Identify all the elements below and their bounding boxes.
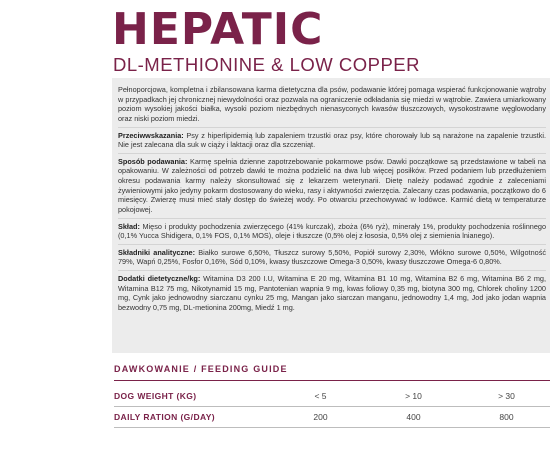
composition-heading: Skład: bbox=[118, 221, 140, 231]
composition-paragraph bbox=[118, 222, 546, 245]
feeding-guide-table bbox=[114, 386, 550, 428]
weight-cell: > 30 bbox=[498, 391, 515, 401]
analytical-paragraph bbox=[118, 248, 546, 271]
intro-text: Pełnoporcjowa, kompletna i zbilansowana karma dietetyczna dla psów, podawanie której pomaga wspierać funkcjonowanie wątroby w przypadkach jej chronicznej niewydolności oraz pozwala na ograniczenie odkładania się miedzi w wątrobie. Zawiera umiarkowany poziom wysokiej jakości białka, wysoki poziom niezbędnych nienasyconych kwasów tłuszczowych, wysokostrawne węglowodany oraz niski poziom miedzi. bbox=[118, 85, 546, 123]
analytical-heading: Składniki analityczne: bbox=[118, 247, 196, 257]
description-panel bbox=[112, 78, 550, 353]
label-sheet bbox=[52, 0, 546, 450]
contraindications-text: Psy z hiperlipidemią lub zapaleniem trzustki oraz psy, które chorowały lub są narażone na zapalenie trzustki. Nie jest zalecana dla suk w ciąży i laktacji oraz dla szczeniąt. bbox=[118, 130, 546, 150]
composition-text: Mięso i produkty pochodzenia zwierzęcego (41% kurczak), zboża (6% ryż), minerały 1%, produkty pochodzenia roślinnego (0,1% Yucca Shidigera, 0,1% FOS, 0,1% MOS), oleje i tłuszcze (0,5% olej z łososia, 0,5% olej z siemienia lnianego). bbox=[118, 221, 546, 241]
feeding-guide-divider bbox=[114, 380, 550, 381]
weight-row-label: DOG WEIGHT (KG) bbox=[114, 391, 197, 401]
contraindications-heading: Przeciwwskazania: bbox=[118, 130, 184, 140]
product-subtitle: DL-METHIONINE & LOW COPPER bbox=[113, 54, 420, 75]
analytical-text: Białko surowe 6,50%, Tłuszcz surowy 5,50%, Popiół surowy 2,30%, Włókno surowe 0,50%, Wilgotność 79%, Wapń 0,25%, Fosfor 0,16%, Sód 0,10%, kwasy tłuszczowe Omega-3 0,50%, kwasy tłuszczowe Omega-6 0,80%. bbox=[118, 247, 546, 267]
additives-heading: Dodatki dietetyczne/kg: bbox=[118, 274, 201, 283]
ration-cell: 800 bbox=[499, 412, 514, 422]
dosage-paragraph bbox=[118, 157, 546, 219]
product-title: HEPATIC bbox=[112, 4, 324, 55]
additives-paragraph bbox=[118, 274, 546, 316]
weight-cell: < 5 bbox=[314, 391, 327, 401]
feeding-guide-title: DAWKOWANIE / FEEDING GUIDE bbox=[114, 364, 288, 374]
ration-row-label: DAILY RATION (G/DAY) bbox=[114, 412, 216, 422]
additives-text: Witamina D3 200 I.U, Witamina E 20 mg, Witamina B1 10 mg, Witamina B2 6 mg, Witamina B6 2 mg, Witamina B12 75 mg, Nikotynamid 15 mg, Pantotenian wapnia 9 mg, kwas foliowy 0,35 mg, biotyna 300 mg, Chlorek choliny 1200 mg, Cynk jako jednowodny siarczanu cynku 25 mg, Mangan jako siarczan manganu, jednowodny 1,4 mg, Jod jako jodan wapnia bezwodny 0,75 mg, DL-metionina 200mg, Miedź 1 mg. bbox=[118, 274, 546, 312]
weight-cell: > 10 bbox=[405, 391, 422, 401]
table-row-ration bbox=[114, 407, 550, 428]
table-row-weight bbox=[114, 386, 550, 407]
contraindications-paragraph bbox=[118, 131, 546, 154]
dosage-heading: Sposób podawania: bbox=[118, 156, 188, 166]
ration-cell: 200 bbox=[313, 412, 328, 422]
description-intro bbox=[118, 85, 546, 128]
dosage-text: Karmę spełnia dzienne zapotrzebowanie pokarmowe psów. Dawki początkowe są przedstawione w tabeli na opakowaniu. W zależności od potrzeb dawki te można podzielić na dwa lub więcej posiłków. Przed podaniem lub przedłużeniem okresu podawania karmy należy skonsultować się z lekarzem weterynarii. Dietę należy podawać zgodnie z zaleceniami żywieniowymi jako jedyny pokarm dostosowany do wieku, rasy i aktywności zwierzęcia. Zalecany czas podawania, początkowo do 6 miesięcy. Zwierzę musi mieć stały dostęp do świeżej wody. Po otwarciu przechowywać w lodówce. Karmić dietą w temperaturze pokojowej. bbox=[118, 156, 546, 214]
ration-cell: 400 bbox=[406, 412, 421, 422]
